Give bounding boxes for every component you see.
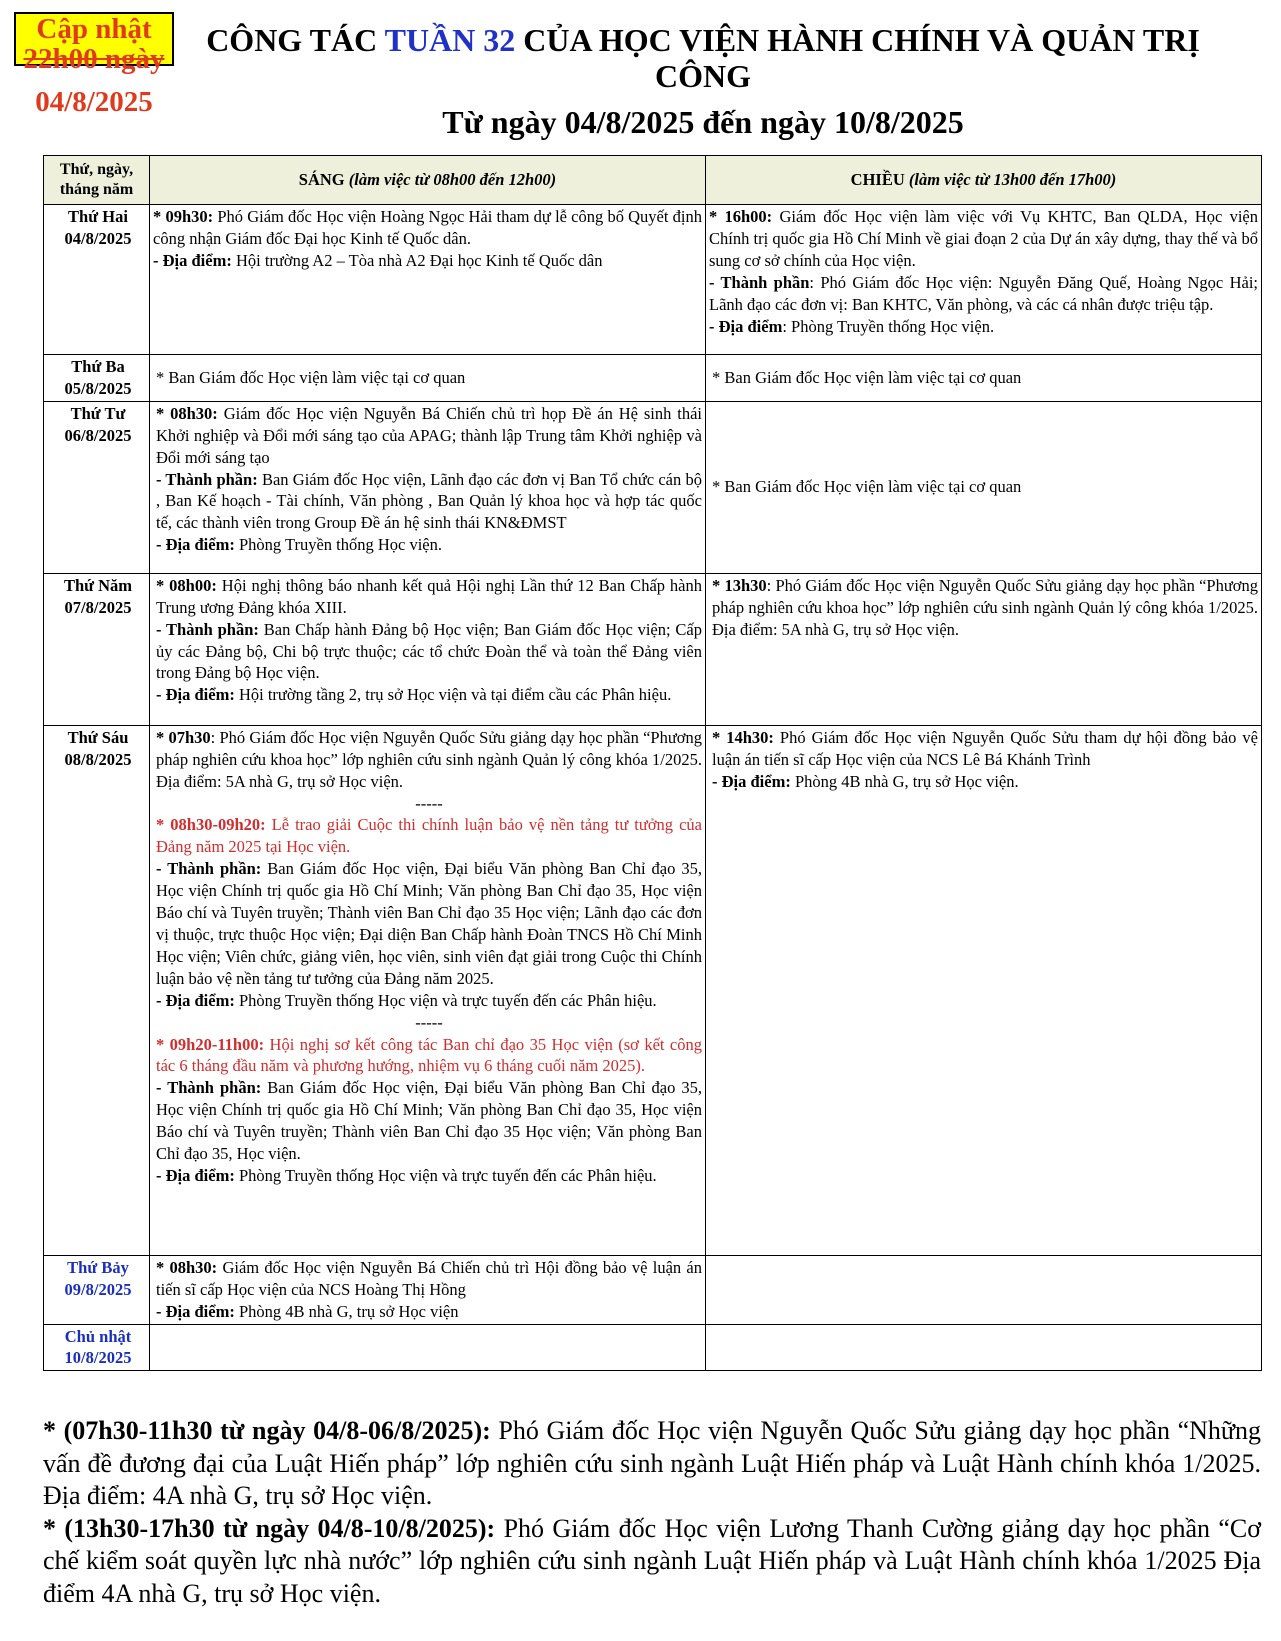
morning-cell: * Ban Giám đốc Học viện làm việc tại cơ quan: [150, 355, 706, 402]
table-row: [44, 1255, 1262, 1324]
update-label: Cập nhật: [36, 13, 152, 45]
update-badge: [14, 12, 174, 75]
day-cell: Thứ Năm 07/8/2025: [44, 573, 150, 725]
update-time-struck: 22h00 ngày: [23, 43, 165, 75]
table-row: [44, 355, 1262, 402]
table-row: [44, 401, 1262, 573]
afternoon-cell: [706, 1255, 1262, 1324]
table-header-row: [44, 156, 1262, 205]
footer-note: * (13h30-17h30 từ ngày 04/8-10/8/2025): Phó Giám đốc Học viện Lương Thanh Cường giảng dạy học phần “Cơ chế kiểm soát quyền lực nhà nước” lớp nghiên cứu sinh ngành Luật Hiến pháp và Luật Hành chính khóa 1/2025 Địa điểm 4A nhà G, trụ sở Học viện.: [43, 1513, 1262, 1608]
morning-cell: * 08h00: Hội nghị thông báo nhanh kết quả Hội nghị Lần thứ 12 Ban Chấp hành Trung ương Đảng khóa XIII. - Thành phần: Ban Chấp hành Đảng bộ Học viện; Ban Giám đốc Học viện; Cấp ủy các Đảng bộ, Chi bộ trực thuộc; các tổ chức Đoàn thể và toàn thể Đảng viên trong Đảng bộ Học viện. - Địa điểm: Hội trường tầng 2, trụ sở Học viện và tại điểm cầu các Phân hiệu.: [150, 573, 706, 725]
morning-cell: * 08h30: Giám đốc Học viện Nguyễn Bá Chiến chủ trì Hội đồng bảo vệ luận án tiến sĩ cấp Học viện của NCS Hoàng Thị Hồng - Địa điểm: Phòng 4B nhà G, trụ sở Học viện: [150, 1255, 706, 1324]
page-subtitle: Từ ngày 04/8/2025 đến ngày 10/8/2025: [442, 104, 964, 140]
update-date: 04/8/2025: [35, 86, 153, 118]
afternoon-cell: * Ban Giám đốc Học viện làm việc tại cơ quan: [706, 355, 1262, 402]
header-afternoon: CHIỀU (làm việc từ 13h00 đến 17h00): [706, 156, 1262, 205]
schedule-table: [43, 155, 1262, 1371]
day-cell: Thứ Bảy 09/8/2025: [44, 1255, 150, 1324]
afternoon-cell: [706, 1324, 1262, 1371]
morning-cell: * 07h30: Phó Giám đốc Học viện Nguyễn Quốc Sửu giảng dạy học phần “Phương pháp nghiên cứu khoa học” lớp nghiên cứu sinh ngành Quản lý công khóa 1/2025. Địa điểm: 5A nhà G, trụ sở Học viện. ----- * 08h30-09h20: Lễ trao giải Cuộc thi chính luận bảo vệ nền tảng tư tưởng của Đảng năm 2025 tại Học viện. - Thành phần: Ban Giám đốc Học viện, Đại biểu Văn phòng Ban Chỉ đạo 35, Học viện Chính trị quốc gia Hồ Chí Minh; Văn phòng Ban Chỉ đạo 35, Học viện Báo chí và Tuyên truyền; Thành viên Ban Chỉ đạo 35 Học viện; Lãnh đạo các đơn vị thuộc, trực thuộc Học viện; Đại diện Ban Chấp hành Đoàn TNCS Hồ Chí Minh Học viện; Viên chức, giảng viên, học viên, sinh viên đạt giải trong Cuộc thi Chính luận bảo vệ nền tảng tư tưởng của Đảng năm 2025. - Địa điểm: Phòng Truyền thống Học viện và trực tuyến đến các Phân hiệu. ----- * 09h20-11h00: Hội nghị sơ kết công tác Ban chỉ đạo 35 Học viện (sơ kết công tác 6 tháng đầu năm và phương hướng, nhiệm vụ 6 tháng cuối năm 2025). - Thành phần: Ban Giám đốc Học viện, Đại biểu Văn phòng Ban Chỉ đạo 35, Học viện Chính trị quốc gia Hồ Chí Minh; Văn phòng Ban Chỉ đạo 35, Học viện Báo chí và Tuyên truyền; Thành viên Ban Chỉ đạo 35 Học viện; Văn phòng Ban Chỉ đạo 35, Học viện. - Địa điểm: Phòng Truyền thống Học viện và trực tuyến đến các Phân hiệu.: [150, 725, 706, 1255]
page-title: CÔNG TÁC TUẦN 32 CỦA HỌC VIỆN HÀNH CHÍNH VÀ QUẢN TRỊ CÔNG: [206, 22, 1200, 94]
header-morning: SÁNG (làm việc từ 08h00 đến 12h00): [150, 156, 706, 205]
morning-cell: [150, 1324, 706, 1371]
afternoon-cell: * Ban Giám đốc Học viện làm việc tại cơ quan: [706, 401, 1262, 573]
day-cell: Thứ Ba 05/8/2025: [44, 355, 150, 402]
table-row: [44, 205, 1262, 355]
table-row: [44, 573, 1262, 725]
day-cell: Thứ Hai 04/8/2025: [44, 205, 150, 355]
table-row: [44, 725, 1262, 1255]
week-highlight: TUẦN 32: [384, 22, 516, 58]
day-cell: Chủ nhật 10/8/2025: [44, 1324, 150, 1371]
table-row: [44, 1324, 1262, 1371]
afternoon-cell: * 14h30: Phó Giám đốc Học viện Nguyễn Quốc Sửu tham dự hội đồng bảo vệ luận án tiến sĩ cấp Học viện của NCS Lê Bá Khánh Trình - Địa điểm: Phòng 4B nhà G, trụ sở Học viện.: [706, 725, 1262, 1255]
header-day: Thứ, ngày, tháng năm: [44, 156, 150, 205]
footer-note: * (07h30-11h30 từ ngày 04/8-06/8/2025): Phó Giám đốc Học viện Nguyễn Quốc Sửu giảng dạy học phần “Những vấn đề đương đại của Luật Hiến pháp” lớp nghiên cứu sinh ngành Luật Hiến pháp và Luật Hành chính khóa 1/2025. Địa điểm: 4A nhà G, trụ sở Học viện.: [43, 1416, 1261, 1510]
highlight-event: * 09h20-11h00: Hội nghị sơ kết công tác Ban chỉ đạo 35 Học viện (sơ kết công tác 6 tháng đầu năm và phương hướng, nhiệm vụ 6 tháng cuối năm 2025).: [156, 1034, 702, 1076]
highlight-event: * 08h30-09h20: Lễ trao giải Cuộc thi chính luận bảo vệ nền tảng tư tưởng của Đảng năm 2025 tại Học viện.: [156, 815, 702, 857]
day-cell: Thứ Tư 06/8/2025: [44, 401, 150, 573]
afternoon-cell: * 16h00: Giám đốc Học viện làm việc với Vụ KHTC, Ban QLDA, Học viện Chính trị quốc gia Hồ Chí Minh về giai đoạn 2 của Dự án xây dựng, thay thế và bổ sung cơ sở chính của Học viện. - Thành phần: Phó Giám đốc Học viện: Nguyễn Đăng Quế, Hoàng Ngọc Hải; Lãnh đạo các đơn vị: Ban KHTC, Văn phòng, và các cá nhân được triệu tập. - Địa điểm: Phòng Truyền thống Học viện.: [706, 205, 1262, 355]
day-cell: Thứ Sáu 08/8/2025: [44, 725, 150, 1255]
morning-cell: * 09h30: Phó Giám đốc Học viện Hoàng Ngọc Hải tham dự lễ công bố Quyết định công nhận Giám đốc Đại học Kinh tế Quốc dân. - Địa điểm: Hội trường A2 – Tòa nhà A2 Đại học Kinh tế Quốc dân: [150, 205, 706, 355]
afternoon-cell: * 13h30: Phó Giám đốc Học viện Nguyễn Quốc Sửu giảng dạy học phần “Phương pháp nghiên cứu khoa học” lớp nghiên cứu sinh ngành Quản lý công khóa 1/2025. Địa điểm: 5A nhà G, trụ sở Học viện.: [706, 573, 1262, 725]
morning-cell: * 08h30: Giám đốc Học viện Nguyễn Bá Chiến chủ trì họp Đề án Hệ sinh thái Khởi nghiệp và Đổi mới sáng tạo của APAG; thành lập Trung tâm Khởi nghiệp và Đổi mới sáng tạo - Thành phần: Ban Giám đốc Học viện, Lãnh đạo các đơn vị Ban Tổ chức cán bộ , Ban Kế hoạch - Tài chính, Văn phòng , Ban Quản lý khoa học và hợp tác quốc tế, các thành viên trong Group Đề án hệ sinh thái KN&ĐMST - Địa điểm: Phòng Truyền thống Học viện.: [150, 401, 706, 573]
footer-notes: [43, 1415, 1261, 1610]
